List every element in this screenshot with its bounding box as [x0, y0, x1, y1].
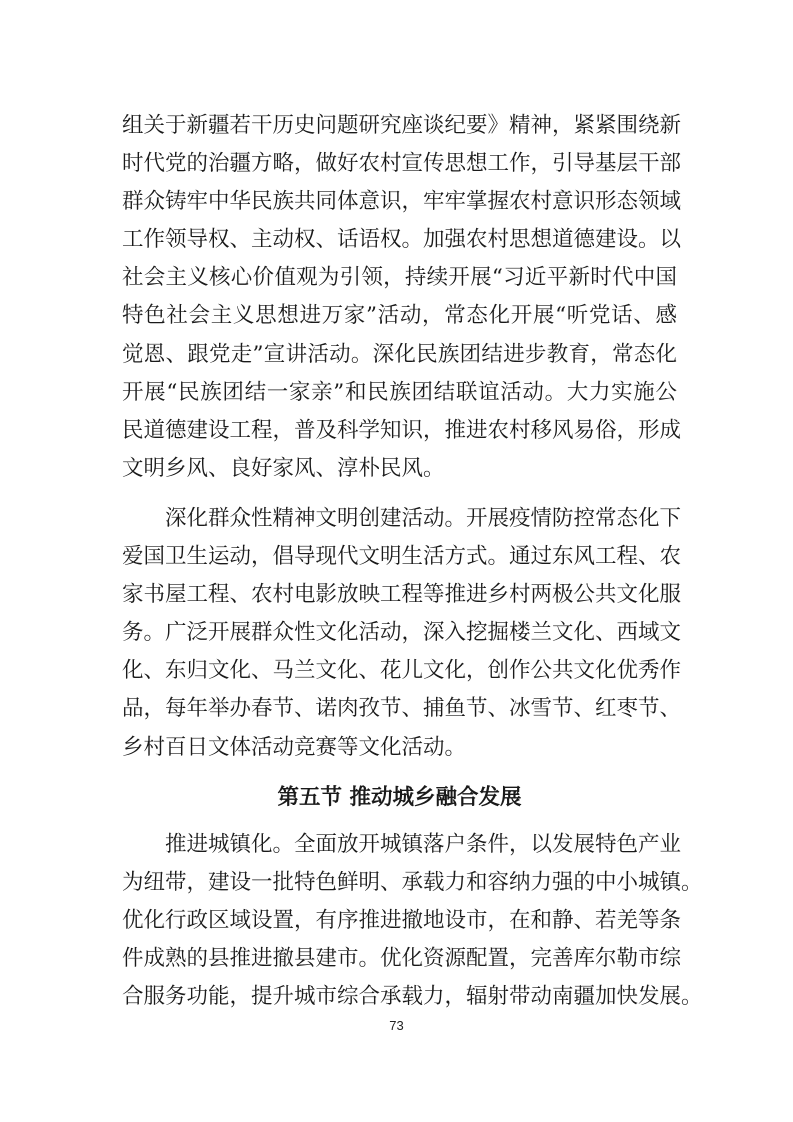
paragraph-urbanization: [122, 826, 703, 1016]
text-line: 民道德建设工程，普及科学知识，推进农村移风易俗，形成: [122, 417, 682, 443]
text-line: 特色社会主义思想进万家”活动，常态化开展“听党话、感: [122, 303, 677, 329]
text-line: 深化群众性精神文明创建活动。开展疫情防控常态化下: [165, 506, 682, 531]
text-line: 优化行政区域设置，有序推进撤地设市，在和静、若羌等条: [122, 908, 682, 934]
section-heading-block: [122, 779, 677, 817]
text-line: 务。广泛开展群众性文化活动，深入挖掘楼兰文化、西域文: [122, 620, 682, 646]
text-line: 时代党的治疆方略，做好农村宣传思想工作，引导基层干部: [122, 151, 682, 177]
text-line: 群众铸牢中华民族共同体意识，牢牢掌握农村意识形态领域: [122, 189, 682, 215]
text-line: 工作领导权、主动权、话语权。加强农村思想道德建设。以: [122, 227, 682, 253]
text-line: 文明乡风、良好家风、淳朴民风。: [122, 455, 445, 481]
text-line: 觉恩、跟党走”宣讲活动。深化民族团结进步教育，常态化: [122, 341, 677, 367]
paragraph-ideological-work: [122, 107, 682, 488]
text-line: 推进城镇化。全面放开城镇落户条件，以发展特色产业: [165, 832, 682, 857]
paragraph-civilization-activities: [122, 500, 682, 767]
section-heading: 第五节 推动城乡融合发展: [277, 785, 522, 810]
text-line: 开展“民族团结一家亲”和民族团结联谊活动。大力实施公: [122, 379, 677, 405]
text-line: 件成熟的县推进撤县建市。优化资源配置，完善库尔勒市综: [122, 946, 682, 972]
text-line: 社会主义核心价值观为引领，持续开展“习近平新时代中国: [122, 265, 677, 291]
text-line: 合服务功能，提升城市综合承载力，辐射带动南疆加快发展。: [122, 984, 703, 1010]
text-line: 为纽带，建设一批特色鲜明、承载力和容纳力强的中小城镇。: [122, 870, 703, 896]
text-line: 乡村百日文体活动竞赛等文化活动。: [122, 734, 467, 760]
text-line: 品，每年举办春节、诺肉孜节、捕鱼节、冰雪节、红枣节、: [122, 696, 682, 722]
text-line: 化、东归文化、马兰文化、花儿文化，创作公共文化优秀作: [122, 658, 682, 684]
text-line: 家书屋工程、农村电影放映工程等推进乡村两极公共文化服: [122, 582, 682, 608]
text-line: 组关于新疆若干历史问题研究座谈纪要》精神，紧紧围绕新: [122, 113, 682, 138]
text-line: 爱国卫生运动，倡导现代文明生活方式。通过东风工程、农: [122, 544, 682, 570]
page-number: 73: [389, 1018, 404, 1033]
